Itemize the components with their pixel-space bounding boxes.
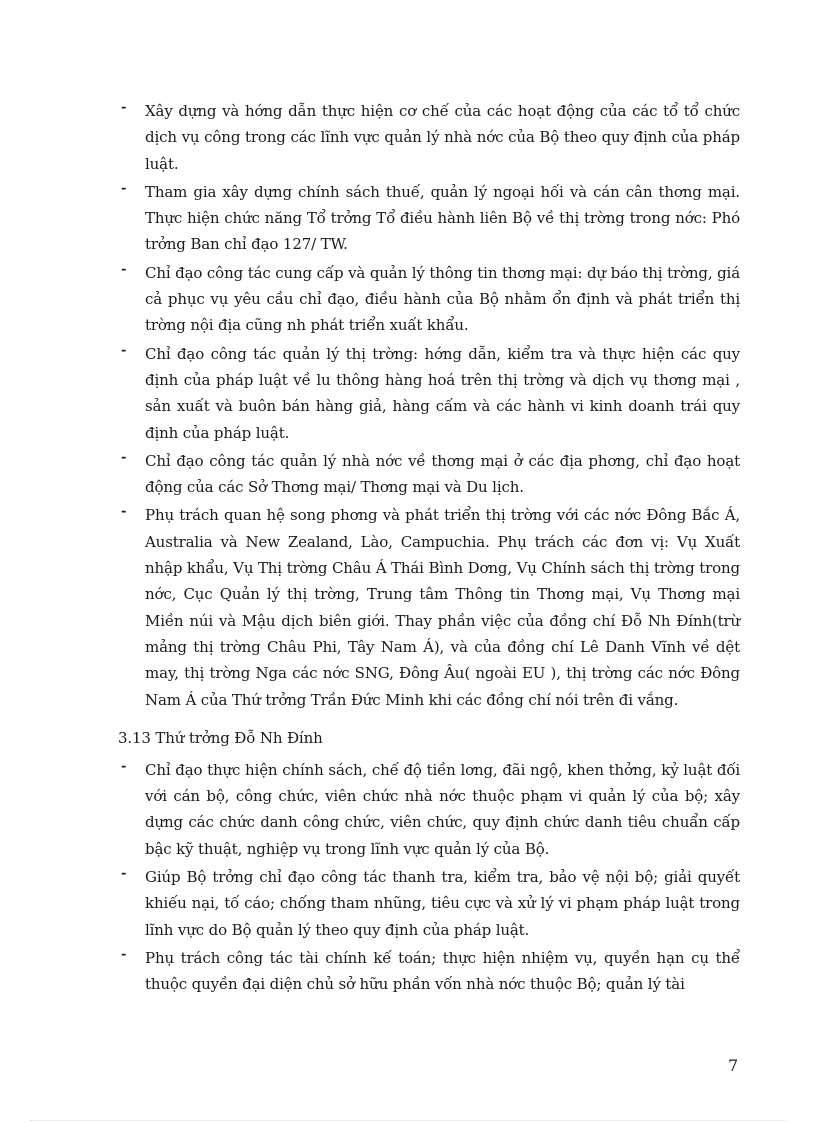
list-item-text: Giúp Bộ trởng chỉ đạo công tác thanh tra, kiểm tra, bảo vệ nội bộ; giải quyết khiếu nại, tố cáo; chống tham nhũng, tiêu cực và xử lý vi phạm pháp luật trong lĩnh vực do Bộ quản lý theo quy định của pháp luật. — [145, 868, 740, 939]
list-item — [118, 502, 740, 712]
list-item — [118, 341, 740, 446]
dash-bullet-icon: - — [121, 866, 127, 882]
list-item-text: Xây dựng và hớng dẫn thực hiện cơ chế của các hoạt động của các tổ tổ chức dịch vụ công trong các lĩnh vực quản lý nhà nớc của Bộ theo quy định của pháp luật. — [145, 102, 740, 173]
list-item — [118, 179, 740, 258]
page-number: 7 — [728, 1056, 739, 1075]
list-item — [118, 98, 740, 177]
dash-bullet-icon: - — [121, 449, 127, 465]
page-content — [118, 98, 740, 1000]
footer-divider — [30, 1120, 786, 1121]
list-item-text: Chỉ đạo công tác quản lý nhà nớc về thơng mại ở các địa phơng, chỉ đạo hoạt động của các Sở Thơng mại/ Thơng mại và Du lịch. — [145, 451, 740, 497]
list-item — [118, 864, 740, 943]
list-item — [118, 260, 740, 339]
dash-bullet-icon: - — [121, 100, 127, 115]
list-item-text: Chỉ đạo công tác cung cấp và quản lý thông tin thơng mại: dự báo thị trờng, giá cả phục vụ yêu cầu chỉ đạo, điều hành của Bộ nhằm ổn định và phát triển thị trờng nội địa cũng nh phát triển xuất khẩu. — [145, 263, 740, 335]
list-item-text: Chỉ đạo thực hiện chính sách, chế độ tiền lơng, đãi ngộ, khen thởng, kỷ luật đối với cán bộ, công chức, viên chức nhà nớc thuộc phạm vi quản lý của bộ; xây dựng các chức danh công chức, viên chức, quy định chức danh tiêu chuẩn cấp bậc kỹ thuật, nghiệp vụ trong lĩnh vực quản lý của Bộ. — [145, 760, 740, 858]
dash-bullet-icon: - — [121, 504, 127, 520]
dash-bullet-icon: - — [121, 946, 127, 962]
section-heading: 3.13 Thứ trởng Đỗ Nh Đính — [118, 728, 323, 747]
dash-bullet-icon: - — [121, 261, 127, 277]
dash-bullet-icon: - — [121, 180, 127, 196]
list-item — [118, 945, 740, 998]
list-item — [118, 757, 740, 862]
list-item-text: Phụ trách công tác tài chính kế toán; thực hiện nhiệm vụ, quyền hạn cụ thể thuộc quyền đại diện chủ sở hữu phần vốn nhà nớc thuộc Bộ; quản lý tài — [145, 948, 740, 994]
dash-bullet-icon: - — [121, 758, 127, 774]
list-item — [118, 448, 740, 501]
list-item-text: Phụ trách quan hệ song phơng và phát triển thị trờng với các nớc Đông Bắc Á, Australia và New Zealand, Lào, Campuchia. Phụ trách các đơn vị: Vụ Xuất nhập khẩu, Vụ Thị trờng Châu Á Thái Bình Dơng, Vụ Chính sách thị trờng trong nớc, Cục Quản lý thị trờng, Trung tâm Thông tin Thơng mại, Vụ Thơng mại Miền núi và Mậu dịch biên giới. Thay phần việc của đồng chí Đỗ Nh Đính(trừ mảng thị trờng Châu Phi, Tây Nam Á), và của đồng chí Lê Danh Vĩnh về dệt may, thị trờng Nga các nớc SNG, Đông Âu( ngoài EU ), thị trờng các nớc Đông Nam Á của Thứ trởng Trần Đức Minh khi các đồng chí nói trên đi vắng. — [145, 506, 740, 709]
list-item-text: Tham gia xây dựng chính sách thuế, quản lý ngoại hối và cán cân thơng mại. Thực hiện chức năng Tổ trởng Tổ điều hành liên Bộ về thị trờng trong nớc: Phó trởng Ban chỉ đạo 127/ TW. — [145, 182, 740, 254]
list-item-text: Chỉ đạo công tác quản lý thị trờng: hớng dẫn, kiểm tra và thực hiện các quy định của pháp luật về lu thông hàng hoá trên thị trờng và dịch vụ thơng mại , sản xuất và buôn bán hàng giả, hàng cấm và các hành vi kinh doanh trái quy định của pháp luật. — [145, 344, 740, 442]
dash-bullet-icon: - — [121, 342, 127, 358]
